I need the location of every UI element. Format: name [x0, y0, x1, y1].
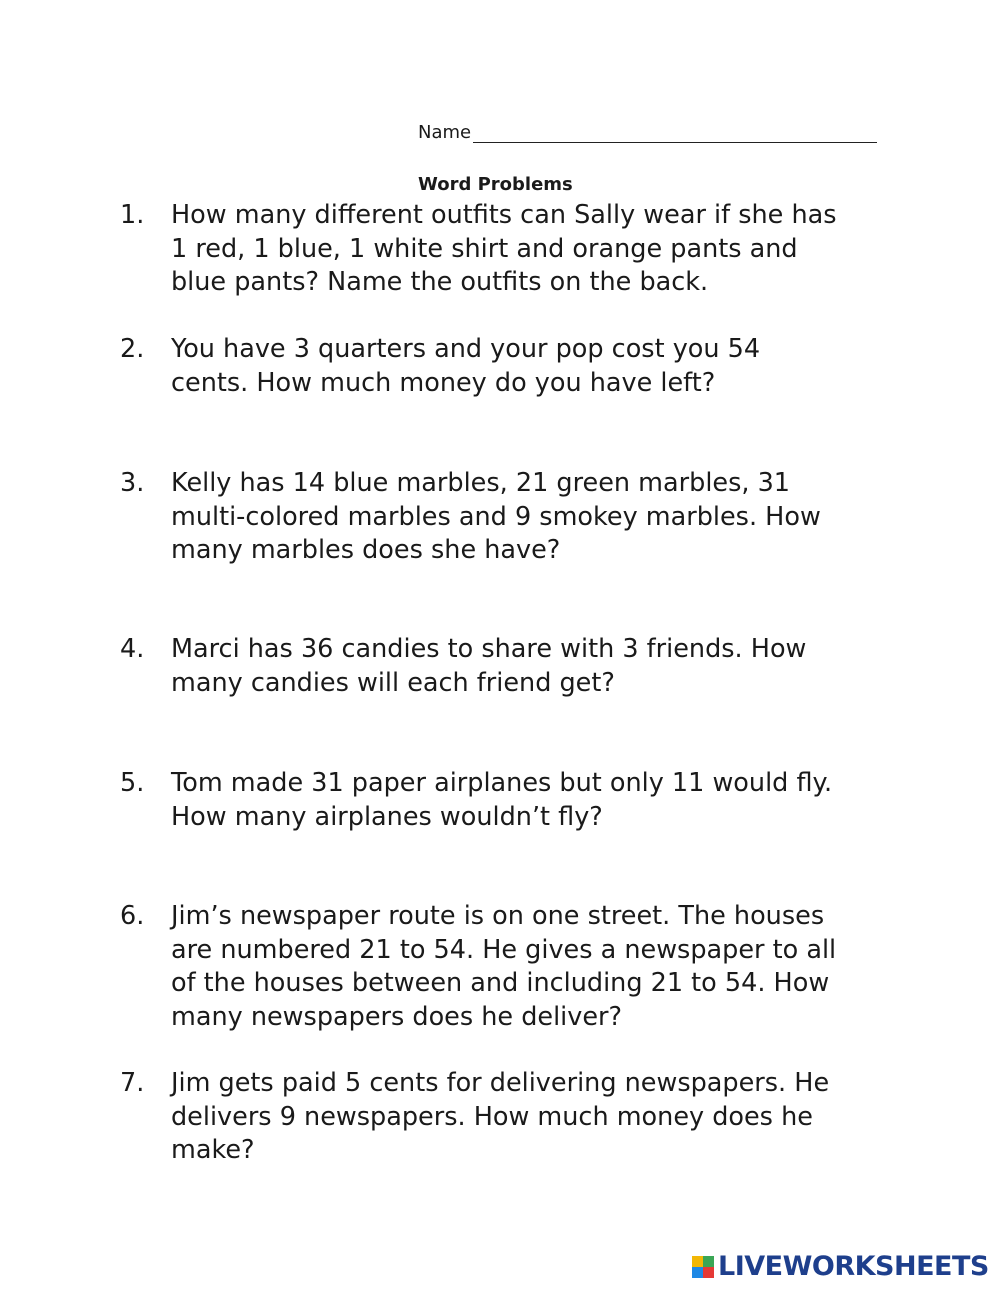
problem-line: many newspapers does he deliver?: [171, 1001, 623, 1032]
problem-7: [120, 1067, 910, 1168]
problem-line: You have 3 quarters and your pop cost you 54: [171, 334, 761, 364]
name-underline: [473, 124, 877, 143]
problem-2: [120, 333, 910, 400]
problem-line: Tom made 31 paper airplanes but only 11 would fly.: [171, 768, 833, 798]
liveworksheets-logo[interactable]: [692, 1251, 989, 1282]
problem-text: [171, 633, 910, 700]
logo-text: LIVEWORKSHEETS: [718, 1251, 989, 1282]
problem-line: cents. How much money do you have left?: [171, 367, 716, 398]
problem-number: 4.: [120, 634, 145, 664]
problem-line: Jim gets paid 5 cents for delivering newspapers. He: [171, 1068, 830, 1098]
problem-line: How many airplanes wouldn’t fly?: [171, 801, 603, 832]
problem-line: many marbles does she have?: [171, 535, 561, 565]
problem-number: 5.: [120, 768, 145, 798]
problem-5: [120, 767, 910, 834]
problem-line: are numbered 21 to 54. He gives a newspaper to all: [171, 934, 837, 965]
problem-1: [120, 199, 910, 300]
problem-line: many candies will each friend get?: [171, 667, 615, 698]
problem-line: Kelly has 14 blue marbles, 21 green marbles, 31: [171, 468, 791, 498]
logo-square-icon: [692, 1256, 703, 1267]
problem-text: [171, 900, 910, 1034]
problem-line: delivers 9 newspapers. How much money does he: [171, 1101, 813, 1132]
logo-square-icon: [703, 1267, 714, 1278]
problem-text: [171, 199, 910, 300]
logo-mark-icon: [692, 1256, 714, 1278]
problem-line: How many different outfits can Sally wear if she has: [171, 200, 837, 230]
logo-square-icon: [692, 1267, 703, 1278]
logo-square-icon: [703, 1256, 714, 1267]
problem-line: multi-colored marbles and 9 smokey marbles. How: [171, 501, 821, 532]
problem-line: of the houses between and including 21 to 54. How: [171, 968, 830, 998]
problem-text: [171, 467, 910, 568]
problem-number: 3.: [120, 468, 145, 498]
problem-text: [171, 1067, 910, 1168]
worksheet-title: Word Problems: [418, 174, 573, 195]
problem-3: [120, 467, 910, 568]
problem-text: [171, 767, 910, 834]
name-field: [418, 122, 877, 143]
problem-6: [120, 900, 910, 1034]
problem-line: Marci has 36 candies to share with 3 friends. How: [171, 634, 807, 664]
problem-text: [171, 333, 910, 400]
problem-number: 6.: [120, 901, 145, 931]
problem-line: blue pants? Name the outfits on the back.: [171, 267, 709, 297]
problem-4: [120, 633, 910, 700]
problem-line: Jim’s newspaper route is on one street. The houses: [171, 901, 825, 931]
problem-number: 1.: [120, 200, 145, 230]
problem-number: 2.: [120, 334, 145, 364]
name-label: Name: [418, 122, 472, 143]
problem-line: 1 red, 1 blue, 1 white shirt and orange pants and: [171, 233, 798, 264]
problem-line: make?: [171, 1135, 255, 1165]
problem-number: 7.: [120, 1068, 145, 1098]
